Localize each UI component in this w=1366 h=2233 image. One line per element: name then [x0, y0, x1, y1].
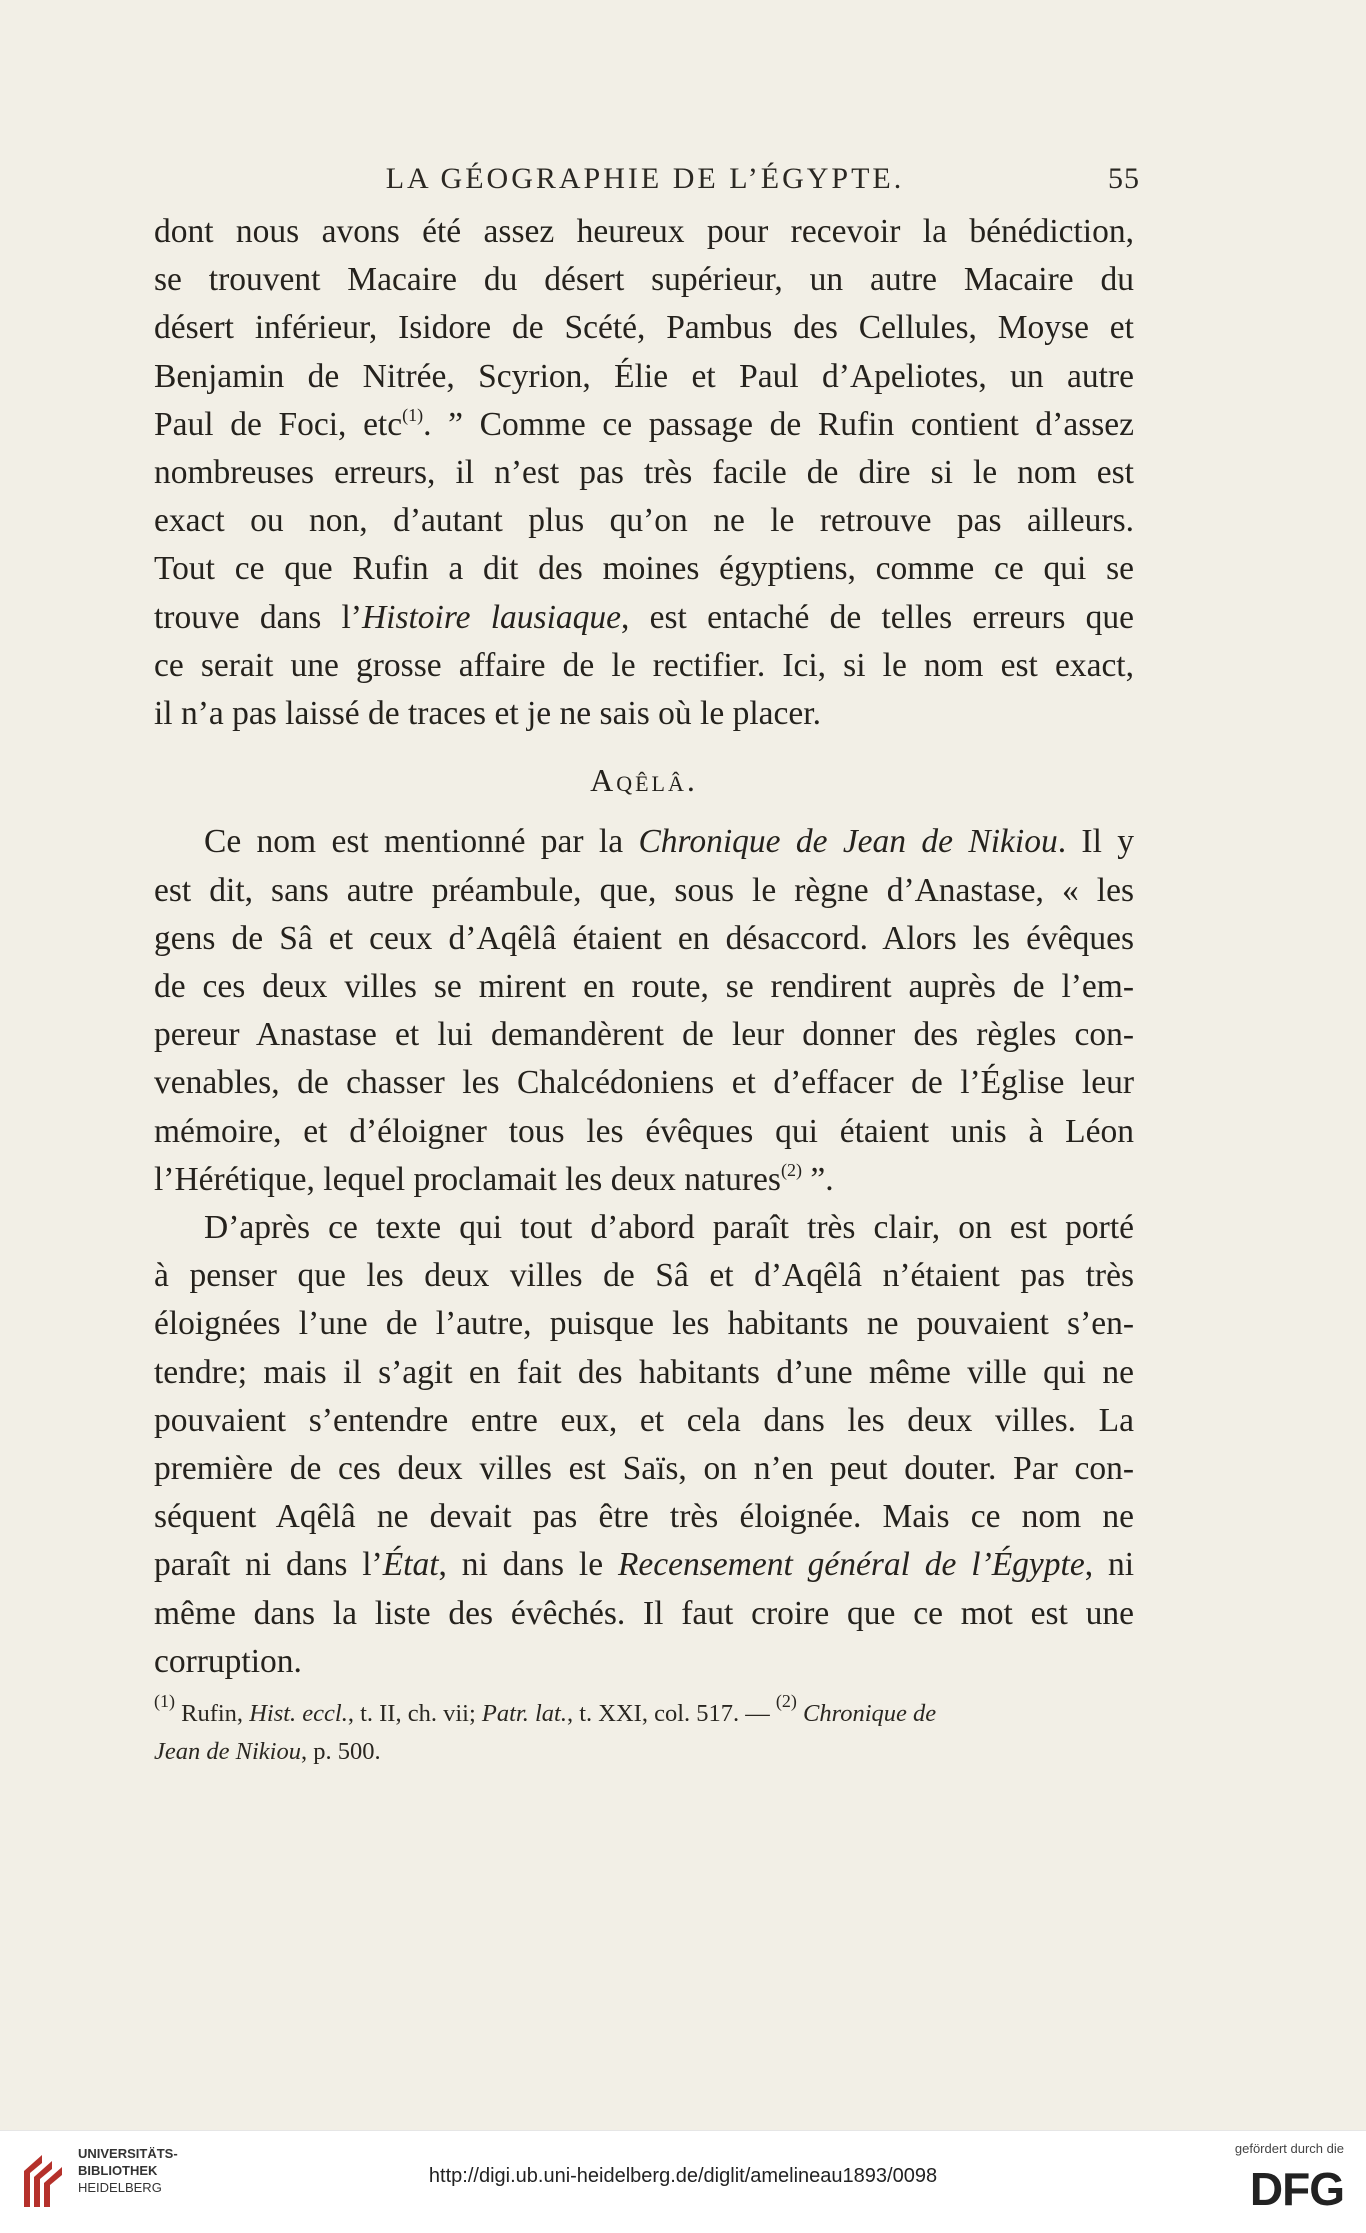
- text-fragment: ”.: [801, 1160, 834, 1198]
- italic-title: Chronique de Jean de Nikiou: [638, 823, 1058, 861]
- text-fragment: . Il y: [1057, 823, 1134, 861]
- text-line: est dit, sans autre préambule, que, sous le règne d’Anastase, « les: [154, 871, 1134, 909]
- text-line: à penser que les deux villes de Sâ et d’Aqêlâ n’étaient pas très: [154, 1257, 1134, 1295]
- text-line: exact ou non, d’autant plus qu’on ne le retrouve pas ailleurs.: [154, 502, 1134, 540]
- text-fragment: trouve dans l’: [154, 598, 362, 636]
- running-title: LA GÉOGRAPHIE DE L’ÉGYPTE.: [385, 162, 905, 195]
- text-fragment: , est entaché de telles erreurs que: [621, 598, 1134, 636]
- text-line: séquent Aqêlâ ne devait pas être très éloignée. Mais ce nom ne: [154, 1498, 1134, 1536]
- page-number: 55: [1108, 162, 1140, 195]
- permalink-url[interactable]: http://digi.ub.uni-heidelberg.de/diglit/amelineau1893/0098: [428, 2165, 938, 2187]
- text-line: venables, de chasser les Chalcédoniens et d’effacer de l’Église leur: [154, 1064, 1134, 1102]
- text-fragment: , p. 500.: [300, 1738, 381, 1765]
- text-line: Benjamin de Nitrée, Scyrion, Élie et Paul d’Apeliotes, un autre: [154, 357, 1134, 395]
- text-fragment: Ce nom est mentionné par la: [204, 823, 639, 861]
- footnote-line: [154, 1733, 1134, 1771]
- footnote-marker-1: (1): [154, 1691, 175, 1711]
- section-heading: Aqêlâ.: [590, 762, 698, 799]
- text-line: pouvaient s’entendre entre eux, et cela dans les deux villes. La: [154, 1401, 1134, 1439]
- footnote-ref-1: (1): [402, 404, 424, 425]
- funder-logo[interactable]: [1194, 2141, 1344, 2229]
- text-line: se trouvent Macaire du désert supérieur, un autre Macaire du: [154, 261, 1134, 299]
- dfg-logo-text: DFG: [1249, 2163, 1344, 2215]
- footnotes: [154, 1691, 1134, 1771]
- italic-title: Histoire lausiaque: [361, 598, 622, 636]
- footnote-line: [154, 1691, 1134, 1733]
- text-line: Tout ce que Rufin a dit des moines égyptiens, comme ce qui se: [154, 550, 1134, 588]
- text-fragment: , t. II, ch. vii;: [347, 1700, 482, 1727]
- text-line: gens de Sâ et ceux d’Aqêlâ étaient en désaccord. Alors les évêques: [154, 919, 1134, 957]
- text-line: [154, 818, 1134, 866]
- text-line: pereur Anastase et lui demandèrent de leur donner des règles con-: [154, 1016, 1134, 1054]
- text-line: [154, 1156, 1134, 1204]
- text-fragment: , t. XXI, col. 517. —: [566, 1700, 776, 1727]
- text-line: [154, 401, 1134, 449]
- body-text: [154, 208, 1134, 1686]
- library-name-line: BIBLIOTHEK: [78, 2163, 158, 2178]
- text-fragment: l’Hérétique, lequel proclamait les deux natures: [154, 1160, 781, 1198]
- text-line: dont nous avons été assez heureux pour recevoir la bénédiction,: [154, 213, 1134, 250]
- text-line: D’après ce texte qui tout d’abord paraît très clair, on est porté: [204, 1209, 1134, 1247]
- running-head: [150, 162, 1140, 202]
- italic-title: Chronique de: [796, 1700, 937, 1727]
- italic-title: Patr. lat.: [481, 1700, 567, 1727]
- text-fragment: paraît ni dans l’: [154, 1546, 383, 1584]
- text-line: nombreuses erreurs, il n’est pas très facile de dire si le nom est: [154, 454, 1134, 492]
- text-line: corruption.: [154, 1642, 302, 1680]
- text-line: désert inférieur, Isidore de Scété, Pambus des Cellules, Moyse et: [154, 309, 1134, 347]
- funder-caption: gefördert durch die: [1234, 2141, 1344, 2156]
- italic-title: État: [382, 1546, 439, 1584]
- footnote-ref-2: (2): [780, 1159, 802, 1180]
- text-line: même dans la liste des évêchés. Il faut croire que ce mot est une: [154, 1594, 1134, 1632]
- text-line: [154, 594, 1134, 642]
- text-line: première de ces deux villes est Saïs, on n’en peut douter. Par con-: [154, 1450, 1134, 1488]
- italic-title: Jean de Nikiou: [154, 1738, 301, 1765]
- library-name-line: UNIVERSITÄTS-: [78, 2146, 178, 2161]
- text-fragment: , ni dans le: [438, 1546, 618, 1584]
- text-line: il n’a pas laissé de traces et je ne sais où le placer.: [154, 695, 821, 733]
- text-line: ce serait une grosse affaire de le rectifier. Ici, si le nom est exact,: [154, 646, 1134, 684]
- text-fragment: Paul de Foci, etc: [154, 405, 403, 443]
- italic-title: Recensement général de l’Égypte: [617, 1546, 1085, 1584]
- viewer-footer: [0, 2130, 1366, 2233]
- text-line: tendre; mais il s’agit en fait des habitants d’une même ville qui ne: [154, 1353, 1134, 1391]
- footnote-marker-2: (2): [775, 1691, 797, 1711]
- text-fragment: , ni: [1084, 1546, 1135, 1584]
- text-line: de ces deux villes se mirent en route, se rendirent auprès de l’em-: [154, 968, 1134, 1006]
- text-fragment: . ” Comme ce passage de Rufin contient d’assez: [423, 405, 1135, 443]
- text-line: mémoire, et d’éloigner tous les évêques qui étaient unis à Léon: [154, 1112, 1134, 1150]
- text-line: [154, 1541, 1134, 1589]
- library-name-line: HEIDELBERG: [78, 2180, 162, 2195]
- italic-title: Hist. eccl.: [249, 1700, 348, 1727]
- text-line: éloignées l’une de l’autre, puisque les habitants ne pouvaient s’en-: [154, 1305, 1134, 1343]
- text-fragment: Rufin,: [175, 1700, 250, 1727]
